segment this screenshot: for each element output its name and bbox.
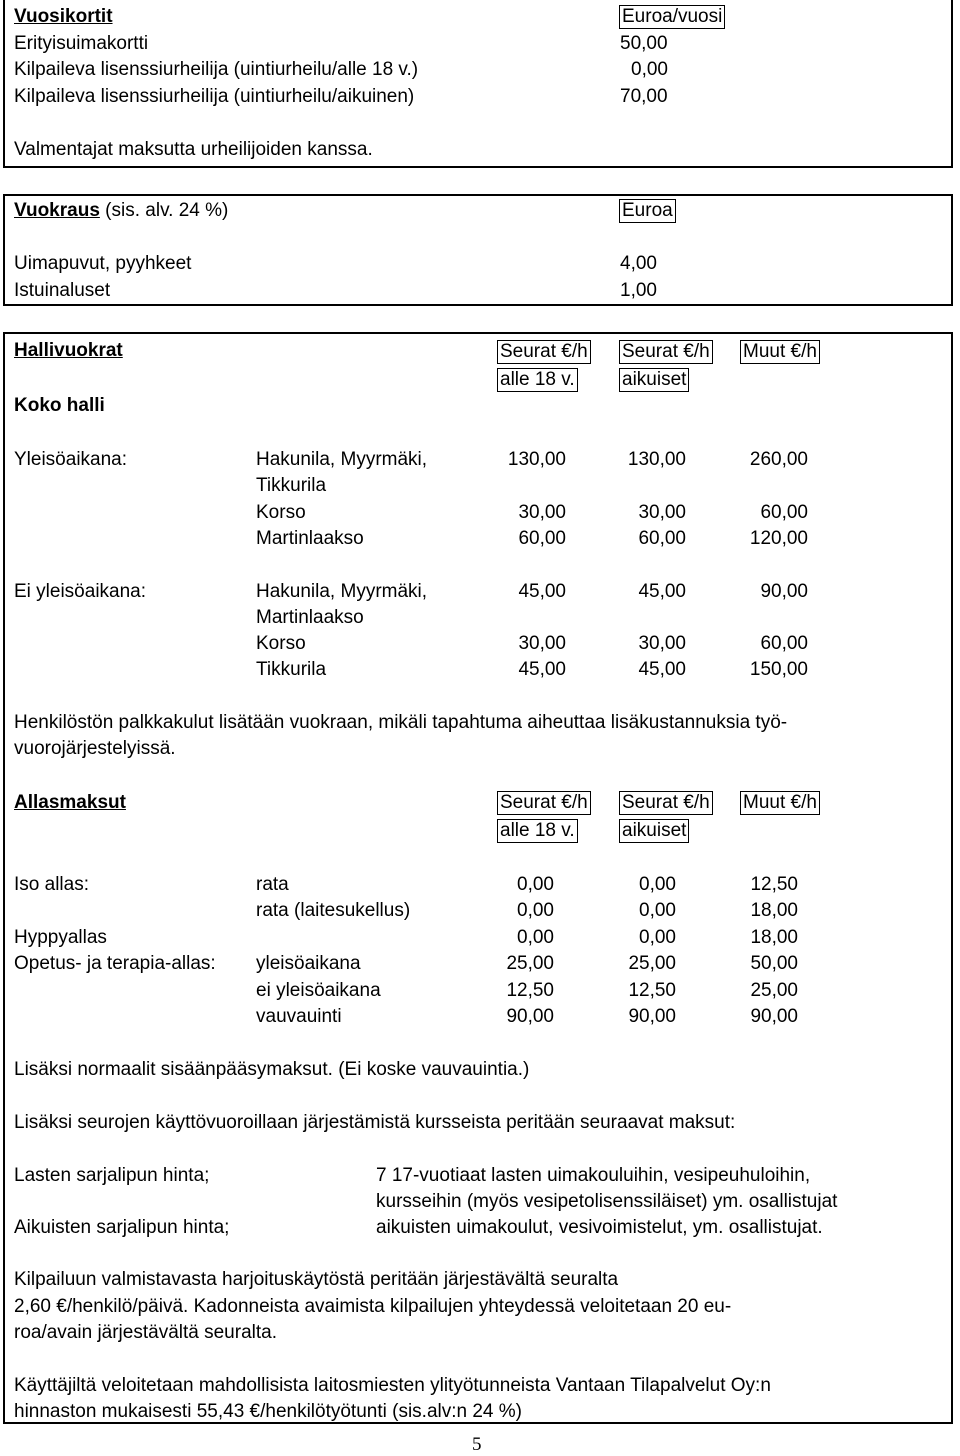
vuosikortit-header: Euroa/vuosi [619,5,725,29]
course-left-1: Lasten sarjalipun hinta; [14,1165,210,1186]
pool-row-label: Opetus- ja terapia-allas: [14,953,216,974]
vuosikortit-row-label: Kilpaileva lisenssiurheilija (uintiurheilu/alle 18 v.) [14,59,419,80]
allasmaksut-header-1-line2: alle 18 v. [497,819,578,843]
pool-row-value-3: 18,00 [750,900,798,921]
hallivuokrat-note-line1: Henkilöstön palkkakulut lisätään vuokraan, mikäli tapahtuma aiheuttaa lisäkustannuksia työ- [14,712,788,733]
pool-row-value-3: 12,50 [750,874,798,895]
row-value-1: 45,00 [518,581,566,602]
pool-row-sub: vauvauinti [256,1006,342,1027]
vuosikortit-row-label: Erityisuimakortti [14,33,149,54]
row-value-1: 130,00 [507,449,566,470]
row-value-1: 45,00 [518,659,566,680]
row-value-1: 30,00 [518,502,566,523]
pool-row-value-2: 25,00 [628,953,676,974]
pool-row-sub: rata [256,874,289,895]
allasmaksut-note-4-line1: Käyttäjiltä veloitetaan mahdollisista laitosmiesten ylityötunneista Vantaan Tilapalvelut Oy:n [14,1375,771,1396]
allasmaksut-note-3-line1: Kilpailuun valmistavasta harjoituskäytöstä peritään järjestävältä seuralta [14,1269,619,1290]
pool-row-value-1: 12,50 [506,980,554,1001]
pool-row-value-3: 25,00 [750,980,798,1001]
vuosikortit-row-value: 70,00 [620,86,668,107]
row-value-3: 150,00 [749,659,808,680]
course-right-2: kursseihin (myös vesipetolisenssiläiset) ym. osallistujat [376,1191,838,1212]
group-label: Yleisöaikana: [14,449,128,470]
allasmaksut-note-3-line3: roa/avain järjestävältä seuralta. [14,1322,277,1343]
row-place-continued: Martinlaakso [256,607,364,628]
row-value-2: 45,00 [638,659,686,680]
row-value-3: 260,00 [749,449,808,470]
hallivuokrat-header-2-line2: aikuiset [619,368,689,392]
row-place: Tikkurila [256,659,327,680]
allasmaksut-note-2: Lisäksi seurojen käyttövuoroillaan järjestämistä kursseista peritään seuraavat maksut: [14,1112,736,1133]
pool-row-value-1: 0,00 [517,900,554,921]
row-value-2: 60,00 [638,528,686,549]
row-value-2: 30,00 [638,633,686,654]
vuosikortit-row-value: 0,00 [631,59,668,80]
row-place: Martinlaakso [256,528,364,549]
allasmaksut-header-3: Muut €/h [740,791,820,815]
vuokraus-row-value: 4,00 [620,253,657,274]
pool-row-value-2: 0,00 [639,900,676,921]
row-value-3: 90,00 [760,581,808,602]
pool-row-sub: rata (laitesukellus) [256,900,411,921]
course-left-2: Aikuisten sarjalipun hinta; [14,1217,230,1238]
vuokraus-row-label: Istuinaluset [14,280,111,301]
vuosikortit-row-value: 50,00 [620,33,668,54]
pool-row-value-1: 25,00 [506,953,554,974]
pool-row-value-1: 0,00 [517,874,554,895]
pool-row-sub: ei yleisöaikana [256,980,381,1001]
allasmaksut-title: Allasmaksut [14,792,126,813]
row-value-2: 45,00 [638,581,686,602]
course-right-3: aikuisten uimakoulut, vesivoimistelut, ym. osallistujat. [376,1217,823,1238]
vuokraus-header: Euroa [619,199,676,223]
allasmaksut-note-1: Lisäksi normaalit sisäänpääsymaksut. (Ei koske vauvauintia.) [14,1059,530,1080]
row-place: Korso [256,633,306,654]
row-value-2: 30,00 [638,502,686,523]
allasmaksut-header-2-line2: aikuiset [619,819,689,843]
hallivuokrat-subtitle: Koko halli [14,395,105,416]
pool-row-value-3: 90,00 [750,1006,798,1027]
pool-row-label: Hyppyallas [14,927,107,948]
allasmaksut-header-1-line1: Seurat €/h [497,791,591,815]
vuosikortit-note: Valmentajat maksutta urheilijoiden kanssa. [14,139,373,160]
vuokraus-row-label: Uimapuvut, pyyhkeet [14,253,192,274]
vuosikortit-row-label: Kilpaileva lisenssiurheilija (uintiurheilu/aikuinen) [14,86,415,107]
row-value-3: 120,00 [749,528,808,549]
hallivuokrat-title: Hallivuokrat [14,340,123,361]
vuokraus-title: Vuokraus [14,200,100,221]
row-value-3: 60,00 [760,633,808,654]
pool-row-value-1: 0,00 [517,927,554,948]
pool-row-value-2: 90,00 [628,1006,676,1027]
row-place: Hakunila, Myyrmäki, [256,581,428,602]
hallivuokrat-header-1-line1: Seurat €/h [497,340,591,364]
allasmaksut-header-2-line1: Seurat €/h [619,791,713,815]
row-value-1: 30,00 [518,633,566,654]
hallivuokrat-note-line2: vuorojärjestelyissä. [14,738,176,759]
row-place: Hakunila, Myyrmäki, [256,449,428,470]
hallivuokrat-header-1-line2: alle 18 v. [497,368,578,392]
vuokraus-title-suffix: (sis. alv. 24 %) [105,200,229,221]
row-place: Korso [256,502,306,523]
row-value-1: 60,00 [518,528,566,549]
pool-row-value-2: 12,50 [628,980,676,1001]
row-value-2: 130,00 [627,449,686,470]
pool-row-sub: yleisöaikana [256,953,361,974]
hallivuokrat-header-3: Muut €/h [740,340,820,364]
group-label: Ei yleisöaikana: [14,581,147,602]
vuokraus-row-value: 1,00 [620,280,657,301]
vuokraus-title-line [14,200,228,222]
allasmaksut-note-3-line2: 2,60 €/henkilö/päivä. Kadonneista avaimista kilpailujen yhteydessä veloitetaan 20 eu- [14,1296,732,1317]
page-number: 5 [472,1434,482,1455]
pool-row-value-3: 50,00 [750,953,798,974]
pool-row-label: Iso allas: [14,874,89,895]
pool-row-value-2: 0,00 [639,874,676,895]
allasmaksut-note-4-line2: hinnaston mukaisesti 55,43 €/henkilötyötunti (sis.alv:n 24 %) [14,1401,522,1422]
pool-row-value-3: 18,00 [750,927,798,948]
course-right-1: 7 17-vuotiaat lasten uimakouluihin, vesipeuhuloihin, [376,1165,811,1186]
hallivuokrat-header-2-line1: Seurat €/h [619,340,713,364]
row-value-3: 60,00 [760,502,808,523]
vuosikortit-title: Vuosikortit [14,6,113,27]
pool-row-value-2: 0,00 [639,927,676,948]
row-place-continued: Tikkurila [256,475,327,496]
pool-row-value-1: 90,00 [506,1006,554,1027]
